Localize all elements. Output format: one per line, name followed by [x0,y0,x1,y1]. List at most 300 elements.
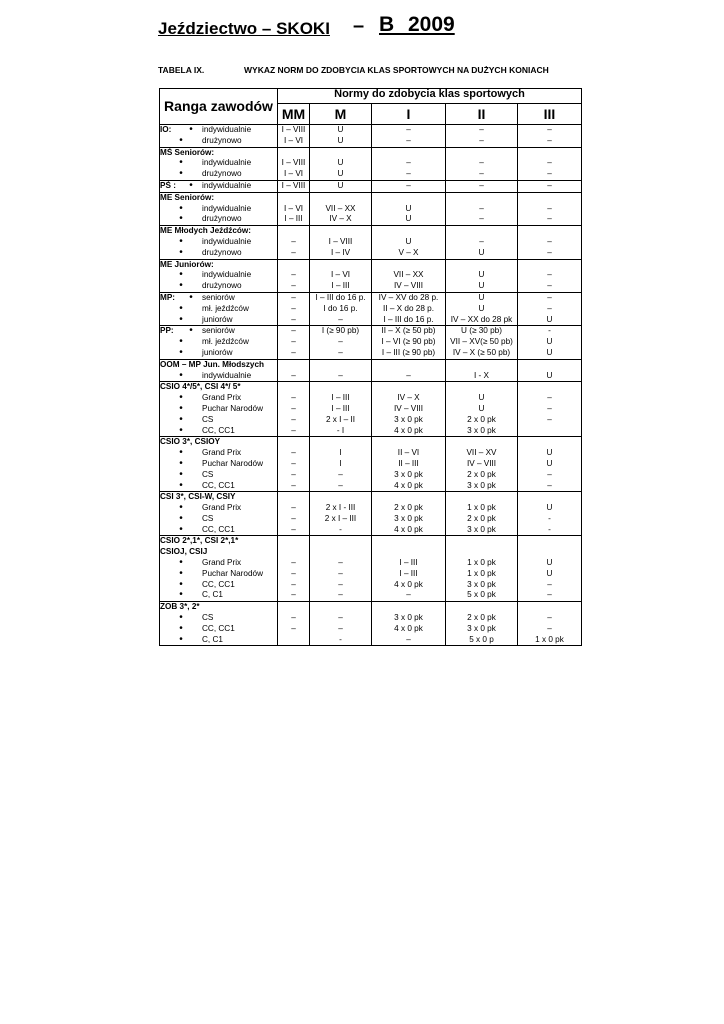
group-label: ME Młodych Jeźdźców: [160,226,251,236]
norm-value: – [291,448,296,458]
norm-value: 3 x 0 pk [467,524,496,534]
table-row [160,492,582,536]
norm-value: U [478,303,485,313]
norm-value: 1 x 0 pk [467,503,496,513]
norm-value: – [547,579,552,589]
norm-value: 4 x 0 pk [394,524,423,534]
bullet-icon [160,613,202,624]
rank-cell [160,437,278,492]
norm-cell-ii [446,125,518,148]
norm-cell-m [310,259,372,292]
norm-cell-i [372,359,446,382]
group-label: OOM – MP Jun. Młodszych [160,359,265,369]
norm-value: – [406,370,411,380]
norm-value: U [337,135,344,145]
rank-item-label: seniorów [202,292,235,302]
norm-cell-iii [518,192,582,225]
rank-item-label: drużynowo [202,169,242,179]
norm-cell-mm [278,382,310,437]
norm-cell-iii [518,536,582,602]
norm-value: – [547,403,552,413]
norm-value: IV – X [329,214,352,224]
rank-item-label: Grand Prix [202,393,242,403]
norm-value: I do 16 p. [323,303,358,313]
table-description: WYKAZ NORM DO ZDOBYCIA KLAS SPORTOWYCH NA DUŻYCH KONIACH [244,65,549,75]
bullet-icon [160,635,202,646]
norm-value: I – III [399,568,418,578]
norm-value: – [338,568,343,578]
norm-value: – [291,513,296,523]
norm-value: – [547,236,552,246]
bullet-icon [160,503,202,514]
norm-cell-i [372,259,446,292]
norm-value: U [546,448,553,458]
norm-value: - [339,524,342,534]
table-row [160,326,582,359]
rank-item-label: Grand Prix [202,503,242,513]
norm-value: – [291,393,296,403]
norm-value: II – X do 28 p. [383,303,434,313]
norm-value: – [479,236,484,246]
norm-value: I – III do 16 p. [383,314,434,324]
norm-value: U [546,458,553,468]
norm-value: – [291,458,296,468]
rank-item-label: CC, CC1 [202,579,235,589]
bullet-icon [160,337,202,348]
rank-cell [160,536,278,602]
rank-item-label: C, C1 [202,634,223,644]
bullet-icon [160,558,202,569]
rank-item-label: mł. jeźdźców [202,337,249,347]
norm-value: 3 x 0 pk [394,469,423,479]
norm-cell-i [372,180,446,192]
norm-value: – [479,180,484,190]
norm-value: I – III [331,281,350,291]
norm-cell-ii [446,259,518,292]
norm-value: – [338,579,343,589]
norm-value: I – III [399,558,418,568]
norm-value: – [547,247,552,257]
rank-item-label: drużynowo [202,281,242,291]
norm-cell-iii [518,226,582,259]
bullet-icon [180,326,202,337]
class-header-iii: III [518,104,582,125]
norm-cell-iii [518,492,582,536]
norms-header: Normy do zdobycia klas sportowych [278,89,582,104]
norm-value: U [478,393,485,403]
rank-item-label: Grand Prix [202,448,242,458]
bullet-icon [160,481,202,492]
rank-cell [160,602,278,646]
norm-value: U [405,203,412,213]
rank-cell [160,180,278,192]
bullet-icon [160,426,202,437]
norm-value: – [338,613,343,623]
norm-value: – [406,590,411,600]
norm-value: – [338,480,343,490]
norm-value: – [291,403,296,413]
bullet-icon [160,348,202,359]
norm-cell-i [372,602,446,646]
norm-value: 2 x 0 pk [467,414,496,424]
bullet-icon [160,415,202,426]
norm-value: IV – VIII [393,403,424,413]
norm-value: – [291,292,296,302]
bullet-icon [160,281,202,292]
norm-value: – [547,158,552,168]
norm-value: – [338,558,343,568]
rank-item-label: indywidualnie [202,203,252,213]
norm-cell-mm [278,259,310,292]
rank-item-label: indywidualnie [202,180,252,190]
norm-value: – [547,169,552,179]
class-header-ii: II [446,104,518,125]
bullet-icon [160,404,202,415]
norm-value: - [548,524,551,534]
bullet-icon [160,448,202,459]
bullet-icon [180,125,202,136]
norm-value: – [547,590,552,600]
norm-value: U [478,292,485,302]
norm-value: IV – VIII [466,458,497,468]
norm-value: – [291,425,296,435]
rank-cell [160,326,278,359]
table-row [160,226,582,259]
norm-value: – [547,393,552,403]
norm-value: 3 x 0 pk [467,480,496,490]
norm-value: II – VI [397,448,420,458]
bullet-icon [160,393,202,404]
norm-value: – [291,414,296,424]
norm-cell-mm [278,180,310,192]
rank-item-label: CC, CC1 [202,425,235,435]
norm-cell-m [310,602,372,646]
norm-value: – [406,180,411,190]
norm-value: U [546,503,553,513]
norm-value: – [291,370,296,380]
norm-cell-i [372,147,446,180]
norm-value: 3 x 0 pk [467,623,496,633]
title-dash: – [353,15,365,37]
bullet-icon [160,459,202,470]
class-header-i: I [372,104,446,125]
bullet-icon [160,158,202,169]
rank-item-label: seniorów [202,326,235,336]
class-header-mm: MM [278,104,310,125]
bullet-icon [160,270,202,281]
bullet-icon [160,315,202,326]
norm-cell-i [372,382,446,437]
norm-value: U (≥ 30 pb) [461,326,502,336]
norm-cell-m [310,326,372,359]
norm-value: – [547,414,552,424]
norm-value: – [291,524,296,534]
norm-value: 4 x 0 pk [394,480,423,490]
norm-value: 2 x I – II [325,414,356,424]
norm-value: – [291,469,296,479]
norm-cell-mm [278,326,310,359]
norm-cell-ii [446,147,518,180]
norm-value: – [338,469,343,479]
norm-value: 3 x 0 pk [394,414,423,424]
rank-cell [160,492,278,536]
norm-value: – [291,613,296,623]
norm-value: 5 x 0 pk [467,590,496,600]
rank-item-label: indywidualnie [202,370,252,380]
group-label: MP: [160,292,176,302]
norm-cell-ii [446,359,518,382]
rank-item-label: drużynowo [202,214,242,224]
norm-value: I (≥ 90 pb) [321,326,360,336]
norm-value: – [291,303,296,313]
norm-value: – [291,480,296,490]
norm-value: – [291,236,296,246]
norm-value: I – III [331,393,350,403]
norm-value: – [547,281,552,291]
group-label: ME Seniorów: [160,192,215,202]
norm-value: VII – XX [393,270,424,280]
norm-cell-mm [278,147,310,180]
norm-cell-mm [278,125,310,148]
norm-value: - [548,326,551,336]
norm-value: – [338,590,343,600]
norm-value: U [405,236,412,246]
norm-value: I – VI (≥ 90 pb) [381,337,436,347]
rank-item-label: CS [202,414,214,424]
norm-value: – [479,135,484,145]
bullet-icon [160,580,202,591]
norm-cell-i [372,492,446,536]
norm-cell-iii [518,180,582,192]
norm-value: I – VIII [281,180,306,190]
rank-item-label: indywidualnie [202,158,252,168]
group-label: ZOB 3*, 2* [160,602,200,612]
norm-cell-ii [446,382,518,437]
bullet-icon [160,169,202,180]
table-row [160,437,582,492]
rank-item-label: CC, CC1 [202,623,235,633]
norm-value: – [479,203,484,213]
norm-value: – [547,623,552,633]
rank-item-label: CC, CC1 [202,480,235,490]
norm-value: U [478,247,485,257]
norm-value: IV – XV do 28 p. [378,292,439,302]
norm-value: – [291,590,296,600]
norm-value: – [291,347,296,357]
group-label: CSIO 3*, CSIOY [160,437,221,447]
table-row [160,292,582,325]
bullet-icon [160,136,202,147]
norm-value: 1 x 0 pk [535,634,564,644]
norm-value: VII – XV [466,448,497,458]
norm-value: – [291,247,296,257]
norm-value: – [479,214,484,224]
norm-value: 4 x 0 pk [394,425,423,435]
norm-value: – [291,568,296,578]
norm-cell-m [310,359,372,382]
bullet-icon [160,214,202,225]
norm-cell-iii [518,292,582,325]
norm-value: U [546,558,553,568]
norm-cell-ii [446,602,518,646]
table-row [160,602,582,646]
norm-value: – [406,135,411,145]
group-label: CSIO 2*,1*, CSI 2*,1* [160,536,239,546]
group-label: PP: [160,326,174,336]
rank-item-label: indywidualnie [202,270,252,280]
norm-cell-i [372,437,446,492]
rank-header: Ranga zawodów [164,98,273,115]
norm-cell-ii [446,180,518,192]
table-row [160,147,582,180]
norm-value: – [547,135,552,145]
norm-value: – [406,634,411,644]
norm-value: I – VI [283,169,304,179]
norm-value: – [547,125,552,134]
group-label: ME Juniorów: [160,259,214,269]
norm-value: 3 x 0 pk [394,613,423,623]
rank-item-label: mł. jeźdźców [202,303,249,313]
norm-cell-iii [518,147,582,180]
norm-cell-iii [518,326,582,359]
norm-cell-mm [278,536,310,602]
norm-value: 1 x 0 pk [467,568,496,578]
title-discipline: Jeździectwo – SKOKI [158,19,330,38]
norm-value: IV – X (≥ 50 pb) [452,347,511,357]
table-row [160,192,582,225]
norm-value: – [547,613,552,623]
norm-value: U [337,180,344,190]
norm-value: II – X (≥ 50 pb) [381,326,436,336]
norm-cell-iii [518,359,582,382]
norm-value: – [338,623,343,633]
rank-item-label: Grand Prix [202,558,242,568]
rank-cell [160,382,278,437]
bullet-icon [180,293,202,304]
table-row [160,536,582,602]
norm-value: 3 x 0 pk [467,579,496,589]
norm-cell-ii [446,192,518,225]
norm-cell-m [310,437,372,492]
rank-cell [160,192,278,225]
bullet-icon [160,237,202,248]
group-label: IO: [160,125,172,134]
norm-cell-i [372,125,446,148]
norm-value: U [546,347,553,357]
norm-value: 3 x 0 pk [467,425,496,435]
norm-value: I – III [331,403,350,413]
norm-value: I – III (≥ 90 pb) [381,347,436,357]
norm-value: – [406,169,411,179]
norm-value: - [339,634,342,644]
norm-cell-mm [278,437,310,492]
norm-cell-m [310,125,372,148]
norm-value: – [338,337,343,347]
norm-value: – [479,158,484,168]
bullet-icon [160,204,202,215]
norm-value: – [547,203,552,213]
norm-value: I – VI [283,135,304,145]
rank-cell [160,147,278,180]
group-label: CSIO 4*/5*, CSI 4*/ 5* [160,382,241,392]
norm-cell-m [310,192,372,225]
norm-cell-i [372,326,446,359]
norm-value: I – III do 16 p. [315,292,366,302]
norm-cell-m [310,180,372,192]
norm-value: 2 x 0 pk [467,613,496,623]
rank-item-label: Puchar Narodów [202,458,263,468]
norm-value: – [338,347,343,357]
bullet-icon [160,514,202,525]
norm-cell-i [372,536,446,602]
norm-cell-mm [278,192,310,225]
bullet-icon [180,181,202,192]
norm-cell-m [310,147,372,180]
bullet-icon [160,248,202,259]
norm-value: 4 x 0 pk [394,623,423,633]
rank-cell [160,292,278,325]
norm-value: U [546,337,553,347]
rank-cell [160,125,278,148]
norm-cell-mm [278,492,310,536]
rank-item-label: indywidualnie [202,236,252,246]
table-row [160,259,582,292]
bullet-icon [160,624,202,635]
bullet-icon [160,470,202,481]
norm-value: V – X [398,247,419,257]
norm-value: IV – X [397,393,420,403]
norm-value: – [547,292,552,302]
norm-value: - I [336,425,345,435]
norm-value: – [547,469,552,479]
norm-value: U [478,270,485,280]
bullet-icon [160,569,202,580]
bullet-icon [160,371,202,382]
rank-item-label: CC, CC1 [202,524,235,534]
rank-item-label: Puchar Narodów [202,568,263,578]
norms-table [159,88,582,646]
rank-cell [160,259,278,292]
rank-cell [160,226,278,259]
norm-value: – [547,214,552,224]
norm-value: – [291,579,296,589]
norm-cell-i [372,292,446,325]
norm-cell-m [310,382,372,437]
norm-value: I – VI [283,203,304,213]
rank-item-label: drużynowo [202,135,242,145]
norm-value: 2 x 0 pk [467,513,496,523]
norm-value: VII – XX [325,203,356,213]
norm-value: 2 x I – III [324,513,357,523]
norm-value: 2 x 0 pk [467,469,496,479]
rank-item-label: juniorów [202,314,233,324]
norm-value: U [478,403,485,413]
norm-cell-m [310,492,372,536]
norm-cell-iii [518,382,582,437]
norm-value: IV – XX do 28 pk [450,314,513,324]
norm-value: – [479,125,484,134]
norm-value: I – VIII [328,236,353,246]
norm-value: U [405,214,412,224]
norm-value: U [546,568,553,578]
norm-value: – [479,169,484,179]
norm-value: – [291,281,296,291]
table-number: TABELA IX. [158,65,205,75]
norm-value: I [339,448,342,458]
norm-value: – [291,337,296,347]
norm-value: I – IV [330,247,351,257]
rank-item-label: indywidualnie [202,125,252,134]
